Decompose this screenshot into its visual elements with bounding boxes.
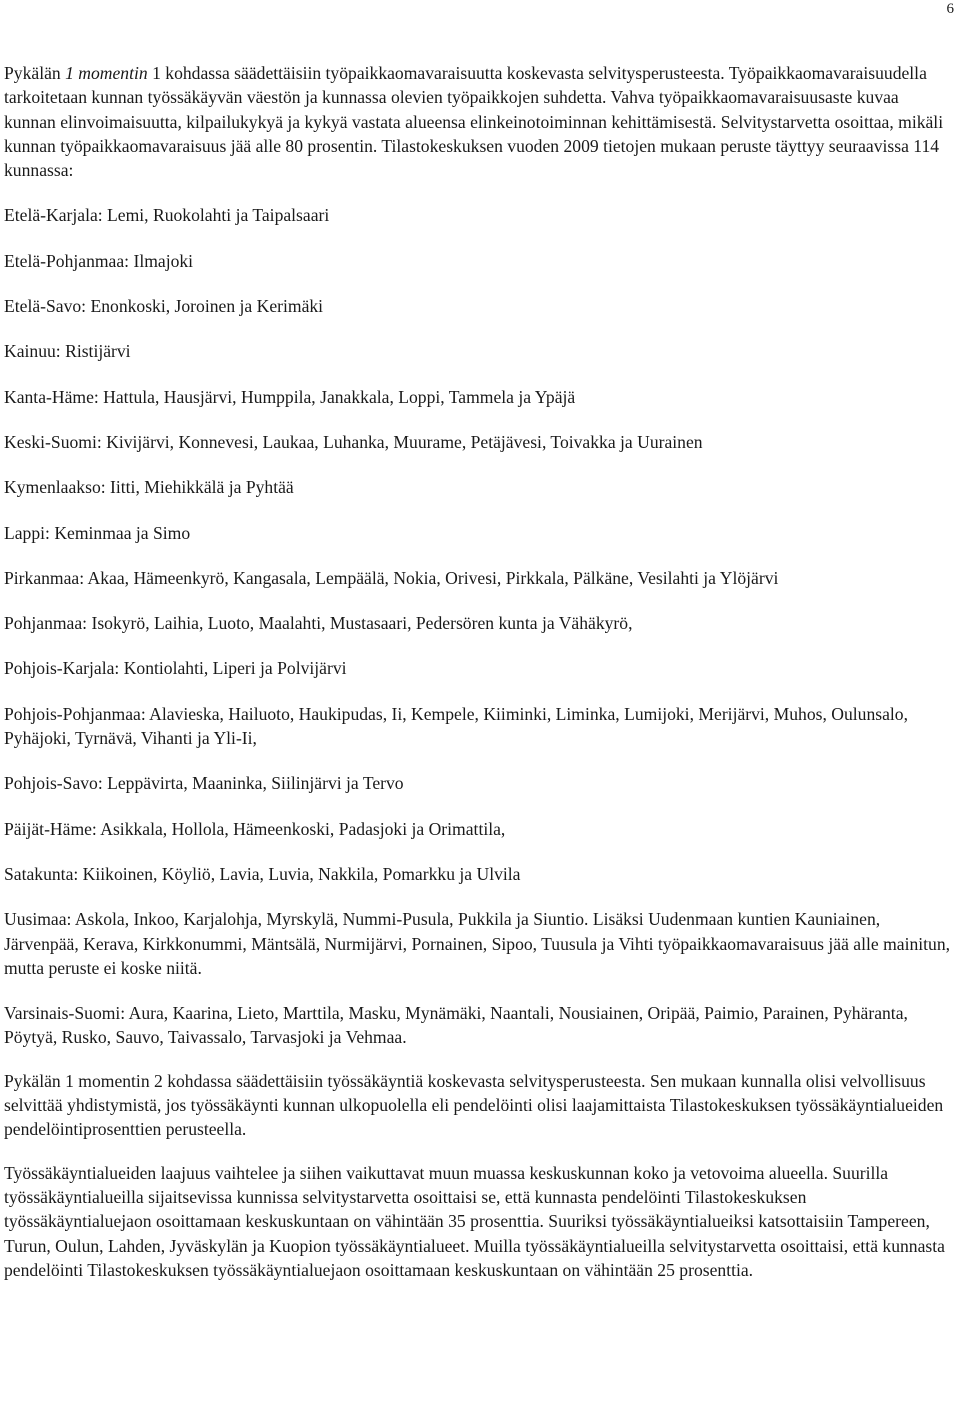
region-etela-savo: Etelä-Savo: Enonkoski, Joroinen ja Kerimäki (4, 296, 324, 317)
region-pohjanmaa: Pohjanmaa: Isokyrö, Laihia, Luoto, Maalahti, Mustasaari, Pedersören kunta ja Vähäkyrö, (4, 613, 633, 634)
region-satakunta: Satakunta: Kiikoinen, Köyliö, Lavia, Luvia, Nakkila, Pomarkku ja Ulvila (4, 863, 521, 884)
intro-paragraph (4, 61, 952, 182)
region-pohjois-karjala: Pohjois-Karjala: Kontiolahti, Liperi ja Polvijärvi (4, 658, 347, 679)
document-body (4, 61, 952, 1282)
page-number: 6 (946, 1, 954, 17)
intro-text-start: Pykälän (4, 63, 66, 83)
region-pohjois-pohjanmaa: Pohjois-Pohjanmaa: Alavieska, Hailuoto, Haukipudas, Ii, Kempele, Kiiminki, Liminka, Lumijoki, Merijärvi, Muhos, Oulunsalo, Pyhäjoki, Tyrnävä, Vihanti ja Yli-Ii, (4, 703, 909, 749)
region-pirkanmaa: Pirkanmaa: Akaa, Hämeenkyrö, Kangasala, Lempäälä, Nokia, Orivesi, Pirkkala, Pälkäne, Vesilahti ja Ylöjärvi (4, 567, 779, 588)
intro-italic-reference: 1 momentin (65, 63, 148, 83)
region-keski-suomi: Keski-Suomi: Kivijärvi, Konnevesi, Laukaa, Luhanka, Muurame, Petäjävesi, Toivakka ja Uurainen (4, 431, 703, 452)
region-uusimaa: Uusimaa: Askola, Inkoo, Karjalohja, Myrskylä, Nummi-Pusula, Pukkila ja Siuntio. Lisäksi Uudenmaan kuntien Kauniainen, Järvenpää, Kerava, Kirkkonummi, Mäntsälä, Nurmijärvi, Pornainen, Sipoo, Tuusula ja Vihti työpaikkaomavaraisuus jää alle mainitun, mutta peruste ei koske niitä. (4, 909, 951, 978)
body-paragraph-commuting-areas: Työssäkäyntialueiden laajuus vaihtelee ja siihen vaikuttavat muun muassa keskuskunnan koko ja vetovoima alueella. Suurilla työssäkäyntialueilla sijaitsevissa kunnissa selvitystarvetta osoittaisi se, että kunnasta pendelöinti Tilastokeskuksen työssäkäyntialuejaon osoittamaan keskuskuntaan on vähintään 35 prosenttia. Suuriksi työssäkäyntialueiksi katsottaisiin Tampereen, Turun, Oulun, Lahden, Jyväskylän ja Kuopion työssäkäyntialueet. Muilla työssäkäyntialueilla selvitystarvetta osoittaisi, että kunnasta pendelöinti Tilastokeskuksen työssäkäyntialuejaon osoittamaan keskuskuntaan on vähintään 25 prosenttia. (4, 1162, 945, 1280)
region-etela-pohjanmaa: Etelä-Pohjanmaa: Ilmajoki (4, 250, 194, 271)
region-pohjois-savo: Pohjois-Savo: Leppävirta, Maaninka, Siilinjärvi ja Tervo (4, 773, 404, 794)
region-kanta-hame: Kanta-Häme: Hattula, Hausjärvi, Humppila, Janakkala, Loppi, Tammela ja Ypäjä (4, 386, 576, 407)
region-paijat-hame: Päijät-Häme: Asikkala, Hollola, Hämeenkoski, Padasjoki ja Orimattila, (4, 818, 506, 839)
intro-text-rest: 1 kohdassa säädettäisiin työpaikkaomavaraisuutta koskevasta selvitysperusteesta. Työpaikkaomavaraisuudella tarkoitetaan kunnan työssäkäyvän väestön ja kunnassa olevien työpaikkojen suhdetta. Vahva työpaikkaomavaraisuusaste kuvaa kunnan elinvoimaisuutta, kilpailukykyä ja kykyä vastata alueensa elinkeinotoiminnan kehittämisestä. Selvitystarvetta osoittaa, mikäli kunnan työpaikkaomavaraisuus jää alle 80 prosentin. Tilastokeskuksen vuoden 2009 tietojen mukaan peruste täyttyy seuraavissa 114 kunnassa: (4, 63, 944, 181)
region-varsinais-suomi: Varsinais-Suomi: Aura, Kaarina, Lieto, Marttila, Masku, Mynämäki, Naantali, Nousiainen, Oripää, Paimio, Parainen, Pyhäranta, Pöytyä, Rusko, Sauvo, Taivassalo, Tarvasjoki ja Vehmaa. (4, 1003, 908, 1048)
body-paragraph-commuting-criterion: Pykälän 1 momentin 2 kohdassa säädettäisiin työssäkäyntiä koskevasta selvitysperusteesta. Sen mukaan kunnalla olisi velvollisuus selvittää yhdistymistä, jos työssäkäynti kunnan ulkopuolella eli pendelöinti olisi laajamittaista Tilastokeskuksen työssäkäyntialueiden pendelöintiprosenttien perusteella. (4, 1070, 944, 1140)
region-etela-karjala: Etelä-Karjala: Lemi, Ruokolahti ja Taipalsaari (4, 205, 330, 226)
region-lappi: Lappi: Keminmaa ja Simo (4, 522, 191, 543)
region-kainuu: Kainuu: Ristijärvi (4, 341, 131, 362)
region-kymenlaakso: Kymenlaakso: Iitti, Miehikkälä ja Pyhtää (4, 477, 294, 498)
